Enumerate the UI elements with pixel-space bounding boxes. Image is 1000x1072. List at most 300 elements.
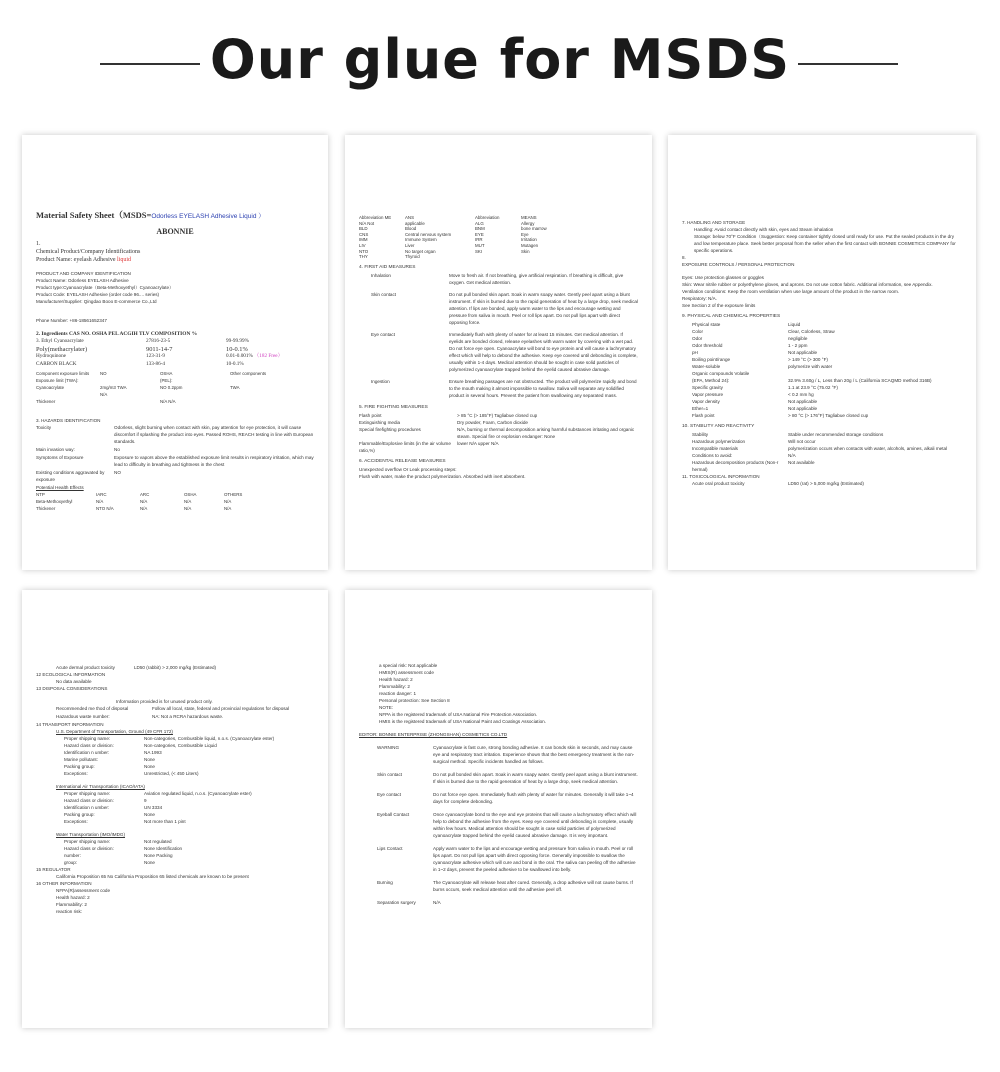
hazard-row — [36, 469, 314, 483]
toxicology-value: LD50 (rat) > 5,000 mg/kg (Estimated) — [788, 481, 864, 486]
hazards-title: 3. HAZARDS IDENTIFICATION — [36, 418, 101, 423]
disposal-table — [36, 705, 314, 720]
abbreviation-cell: No target organ — [405, 248, 436, 254]
disposal-label: Recommended me thod of disposal — [56, 706, 129, 711]
property-label: Water-soluble — [692, 364, 721, 369]
ingredient-percent-value: 10-0.1% — [226, 345, 248, 353]
fire-fighting-value: N/A, burning or thermal decomposition arising harmful substances irritating and organic steam. Special fire or explosion endanger: None — [457, 426, 635, 439]
property-row — [682, 356, 962, 363]
abbreviation-cell: Liver — [405, 242, 415, 248]
imo-title: Water Transportation (IMO/IMDG) — [56, 832, 126, 837]
health-effects-cell: N/A — [184, 499, 192, 504]
property-label: Vapor pressure — [692, 392, 724, 397]
detail-value: Cyanoacrylate is fast cure, strong bonding adhesive. It can bonds skin in seconds, and may cause eye and respiratory tract irritation. Experience shown that the best emergency treatment is the non-surgical method. Specific incidents handled as follows. — [433, 745, 635, 764]
iata-table — [36, 790, 314, 825]
ingredient-row — [36, 346, 314, 354]
fire-fighting-row — [359, 419, 638, 426]
hazard-label: Symptoms of Exposure — [36, 455, 84, 460]
exposure-cell — [230, 398, 314, 405]
hazard-label: Toxicity — [36, 425, 52, 430]
health-effects-cell: Beta-Methoxyethyl — [36, 499, 73, 504]
first-aid-row — [359, 291, 638, 326]
stability-value: Stable under recommended storage conditions — [788, 432, 884, 437]
exposure-control-line: Skin: Wear nitrile rubber or polyethylene gloves, and aprons. Do not use cotton fabric. Additional information, see Appendix. — [682, 282, 933, 287]
dot-value: Non-categories, Combustible Liquid — [144, 743, 217, 748]
imo-label: Hazard class or division: — [64, 846, 114, 851]
other-info-line: Flammability: 2 — [56, 902, 87, 907]
fire-fighting-value: Dry powder, Foam, Carbon dioxide — [457, 419, 528, 425]
release-title: 6. ACCIDENTAL RELEASE MEASURES — [359, 458, 446, 464]
detail-value: Do not force eye open. Immediately flush with plenty of water for minutes. Generally it will take 1~4 days for complete debonding. — [433, 792, 634, 804]
hmis-line: HMIS(R) assessment code — [379, 670, 434, 675]
msds-page-4 — [22, 590, 328, 1028]
detail-label: Burning — [377, 880, 393, 885]
stability-value: Not available — [788, 460, 815, 465]
property-row — [682, 405, 962, 412]
imo-row — [36, 838, 314, 845]
property-label: pH — [692, 350, 698, 355]
toxicology-table — [682, 480, 962, 487]
abbreviation-cell: Immune System — [405, 237, 437, 243]
abbreviation-row — [359, 254, 638, 260]
exposure-row — [36, 370, 314, 377]
exposure-cell — [160, 391, 230, 398]
detail-row — [359, 791, 638, 805]
hazard-value: Exposure to vapors above the established exposure limit results in respiratory irritation, which may lead to difficulty in breathing and tightness in the chest — [114, 455, 314, 467]
property-value: > 149 °C (> 300 °F) — [788, 357, 828, 362]
property-value: Not applicable — [788, 406, 818, 411]
stability-row — [682, 452, 962, 459]
iata-label: Identification n umber: — [64, 805, 110, 810]
detail-row — [359, 744, 638, 765]
property-label: Odor — [692, 336, 703, 341]
fire-fighting-label: Flash point — [359, 412, 382, 418]
property-row — [682, 321, 962, 328]
abbreviation-cell — [521, 254, 638, 260]
stability-row — [682, 438, 962, 445]
first-aid-label: Ingestion — [371, 378, 390, 384]
property-row — [682, 384, 962, 391]
iata-value: 9 — [144, 798, 147, 803]
first-aid-label: Inhalation — [371, 272, 391, 278]
other-info-line: NFPA(R)assessment code — [56, 888, 111, 893]
ingredient-row — [36, 338, 314, 346]
dot-label: Marine pollutant: — [64, 757, 98, 762]
stability-value: Will not occur — [788, 439, 816, 444]
acute-dermal-label: Acute dermal product toxicity — [56, 665, 115, 670]
phone-number: Phone Number: +86-18561652347 — [36, 318, 107, 323]
ingredients-table — [36, 338, 314, 368]
stability-label: Hazardous decomposition products (Non-r hermal) — [692, 460, 779, 472]
abbreviation-cell: MUT — [475, 242, 485, 248]
property-label: Color — [692, 329, 703, 334]
imo-value: None — [144, 860, 155, 865]
abbreviation-cell: Abbreviation — [475, 215, 500, 220]
fire-fighting-label: Extinguishing media — [359, 419, 401, 425]
property-value: negligible — [788, 336, 808, 341]
hazard-value: No — [114, 447, 120, 452]
section-14-title: 14 TRANSPORT INFORMATION — [36, 722, 104, 727]
first-aid-details — [359, 744, 638, 906]
dot-row — [36, 770, 314, 777]
property-row — [682, 363, 962, 370]
ingredient-name: 3. Ethyl Cyanoacrylate — [36, 338, 84, 344]
dot-value: Unrestricted, (< 450 Liters) — [144, 771, 199, 776]
abbreviation-cell: EYE — [475, 231, 484, 237]
fire-fighting-title: 5. FIRE FIGHTING MEASURES — [359, 404, 428, 410]
first-aid-list — [359, 272, 638, 399]
stability-label: Incompatible materials — [692, 446, 738, 451]
exposure-cell — [230, 391, 314, 398]
hazard-row — [36, 454, 314, 468]
exposure-cell: OSHA — [160, 371, 173, 376]
detail-label: Eyeball Contact — [377, 812, 410, 817]
ingredient-row — [36, 353, 314, 361]
hazards-list — [36, 424, 314, 483]
abbreviation-cell: N/A Not — [359, 220, 375, 226]
dot-table — [36, 735, 314, 777]
exposure-cell — [100, 398, 160, 405]
exposure-cell: Cyanoacrylate — [36, 385, 65, 390]
section-16-title: 16 OTHER INFORMATION — [36, 881, 92, 886]
exposure-control-line: See Section 2 of the exposure limits — [682, 303, 756, 308]
dot-row — [36, 763, 314, 770]
health-effects-cell: N/A — [224, 506, 232, 511]
property-value — [788, 370, 962, 377]
dot-label: Hazard class or division: — [64, 743, 114, 748]
property-label: Organic compounds Volatile — [692, 371, 750, 376]
dot-label: Identification n umber: — [64, 750, 110, 755]
property-label: Ether=1 — [692, 406, 709, 411]
ingredient-note: （182 Free） — [252, 353, 283, 359]
ingredient-name: Hydroquinone — [36, 353, 66, 359]
dot-row — [36, 742, 314, 749]
fire-fighting-value: lower N/A upper N/A — [457, 440, 499, 446]
health-effects-cell: N/A — [184, 506, 192, 511]
property-row — [682, 370, 962, 377]
section-9-title: 9. PHYSICAL AND CHEMICAL PROPERTIES — [682, 314, 781, 319]
ingredient-percent — [226, 361, 314, 369]
stability-row — [682, 445, 962, 452]
hazard-label: Existing conditions aggravated by exposure — [36, 470, 105, 482]
imo-row — [36, 852, 314, 859]
property-row — [682, 391, 962, 398]
msds-title-product: Odorless EYELASH Adhesive Liquid ） — [151, 213, 265, 220]
section-1-title: Chemical Product/Company Identifications — [36, 249, 141, 255]
ingredient-cas: 27816-23-5 — [146, 338, 171, 344]
msds-page-2 — [345, 135, 652, 570]
section-10-title: 10. STABILITY AND REACTIVITY — [682, 424, 755, 429]
hmis-line: NOTE: — [379, 705, 394, 710]
release-line: Unexpected overflow Or Leak processing steps: — [359, 466, 457, 472]
other-info-line: reaction risk: — [56, 909, 83, 914]
iata-label: Packing group: — [64, 812, 95, 817]
detail-label: WARNING — [377, 745, 400, 750]
stability-label: Hazardous polymerization — [692, 439, 746, 444]
exposure-cell — [36, 391, 100, 398]
abbreviation-cell: Mutagen — [521, 242, 539, 248]
release-line: Flush with water, make the product polymerization. Absorbed with inert absorbent. — [359, 473, 526, 479]
property-row — [682, 398, 962, 405]
abbreviation-cell: BLD — [359, 226, 368, 232]
first-aid-label: Skin contact — [371, 291, 397, 297]
health-effects-title: Potential Health Effects — [36, 485, 84, 490]
iata-label: Hazard class or division: — [64, 798, 114, 803]
iata-value: Not more than 1 pint — [144, 819, 186, 824]
exposure-cell: (PEL): — [160, 378, 173, 383]
detail-row — [359, 811, 638, 839]
property-label: Odor threshold — [692, 343, 723, 348]
iata-row — [36, 818, 314, 825]
product-name-label: Product Name: eyelash Adhesive — [36, 257, 116, 263]
ingredients-header: 2. Ingredients CAS NO. OSHA PEL ACGIH TLV COMPOSITION % — [36, 331, 198, 337]
abbreviation-cell: Allergy — [521, 220, 535, 226]
editor-line: EDITOR: BONNIE ENTERPRISE (ZHONGSHAN) COSMETICS CO.LTD — [359, 732, 508, 737]
detail-label: Skin contact — [377, 772, 403, 777]
abbreviation-cell: bone marrow — [521, 226, 547, 232]
detail-label: Eye contact — [377, 792, 402, 797]
exposure-control-line: Ventilation conditions: Keep the room ventilation when use large amount of the product in the narrow room. — [682, 289, 900, 294]
property-row — [682, 377, 962, 384]
ingredient-percent-value: 10-0.1% — [226, 360, 244, 367]
section-8-number: 8. — [682, 255, 686, 260]
identification-line: Product type:Cyanoacrylate（Beta-Methoxyethyl）Cyanoacrylate） — [36, 285, 174, 290]
detail-value: Do not pull bonded skin apart. Soak in warm soapy water. Gently peel apart using a blunt instrument. If skin is burned due to the rapid generation of heat by a large drop, seek medical attention. — [433, 772, 638, 784]
exposure-row — [36, 384, 314, 391]
detail-value: The Cyanoacrylate will release heat after cured. Generally, a drop adhesive will not cause burns. If burns occurs, seek medical attention until the adhesive peel off. — [433, 880, 633, 892]
fire-fighting-row — [359, 412, 638, 419]
section-13-title: 13 DISPOSAL CONSIDERATIONS — [36, 686, 108, 691]
detail-row — [359, 879, 638, 893]
first-aid-value: Move to fresh air. If not breathing, give artificial respiration. If breathing is difficult, give oxygen. Get medical attention. — [449, 272, 624, 285]
hmis-line: a special risk: Not applicable — [379, 663, 438, 668]
detail-value: Apply warm water to the lips and encourage wetting and pressure from saliva in mouth. Peel or roll lips apart. Do not pull lips apart with direct opposing force. Generally impossible to swallow the cyanoacrylate adhesive which will cure and bond in the oral. The saliva can peeling off the adhesive in 1~2 days, prevent the peeled adhesive to be swallowed into belly. — [433, 846, 636, 872]
imo-label: Proper shipping name: — [64, 839, 111, 844]
hmis-line: HMIS is the registered trademark of USA National Paint and Coatings Association. — [379, 719, 546, 724]
identification-line: Product Name: Odorless EYELASH Adhesive — [36, 278, 129, 283]
fire-fighting-list — [359, 412, 638, 454]
property-value: Liquid — [788, 322, 801, 327]
imo-label: number: — [64, 853, 81, 858]
abbreviation-cell — [475, 254, 521, 260]
property-label: Boiling point/range — [692, 357, 731, 362]
other-info-list — [36, 887, 314, 915]
first-aid-value: Do not pull bonded skin apart. Soak in warm soapy water. Gently peel apart using a blunt instrument. If skin is burned due to the rapid generation of heat by a large drop, seek medical attention. If lips are bonded, apply warm water to the lips and encourage wetting and pressure from saliva in mouth. Peel or roll lips apart. Do not pull lips apart with direct opposing force. — [449, 291, 638, 325]
identification-line: Product Code: EYELASH Adhesive (order code 96.... series) — [36, 292, 160, 297]
imo-row — [36, 845, 314, 852]
section-12-title: 12 ECOLOGICAL INFORMATION — [36, 672, 106, 677]
detail-value: Once cyanoacrylate bond to the eye and eye proteins that will cause a lachrymatory effect which will help to debond the adhesive from the eyes. Keep eye covered until debonding is complete, usually within few hours. Medical attention should be sought in case solid particles of polymerized cyanoacrylate trapped behind the eyelid caused abrasive damage. It is very important. — [433, 812, 637, 838]
product-name-value: liquid — [116, 257, 131, 263]
release-list — [359, 466, 638, 480]
dot-value: Non-categories, Combustible liquid, n.o.s. (Cyanoacrylate ester) — [144, 736, 275, 741]
health-effects-cell: N/A — [224, 499, 232, 504]
exposure-cell: NO 0.2ppm — [160, 385, 183, 390]
abbreviation-cell: Thyroid — [405, 254, 420, 260]
abbreviation-cell: IRR — [475, 237, 483, 243]
hmis-line: Health hazard: 2 — [379, 677, 413, 682]
section-heading: PRODUCT AND COMPANY IDENTIFICATION — [36, 271, 131, 276]
exposure-cell — [100, 377, 160, 384]
exposure-cell: 2mg/m3 TWA — [100, 385, 127, 390]
ingredient-cas: 133-86-4 — [146, 360, 166, 367]
exposure-cell: Thickener — [36, 399, 56, 404]
exposure-table — [36, 370, 314, 405]
property-row — [682, 335, 962, 342]
abbreviation-cell: CNS — [359, 231, 369, 237]
acute-dermal-value: LD50 (rabbit) > 2,000 mg/kg (Estimated) — [134, 665, 217, 670]
exposure-controls-list — [682, 274, 962, 309]
dot-row — [36, 749, 314, 756]
abbreviation-cell: IMM — [359, 237, 368, 243]
section-15-title: 15 REGULATOR — [36, 867, 71, 872]
property-value: Not applicable — [788, 350, 818, 355]
ingredient-percent-value: 0.01-0.001% — [226, 353, 253, 359]
exposure-cell: NO — [100, 371, 107, 376]
title-right-rule — [798, 63, 898, 65]
iata-value: UN 3334 — [144, 805, 163, 810]
exposure-cell: N/A — [100, 392, 108, 397]
disposal-value: NA: Not a RCRA hazardous waste. — [152, 714, 224, 719]
detail-label: Separation surgery — [377, 900, 416, 905]
iata-row — [36, 811, 314, 818]
abbreviation-cell: BNM — [475, 226, 485, 232]
detail-row — [359, 899, 638, 906]
ingredient-row — [36, 361, 314, 369]
acute-dermal-row — [36, 664, 314, 671]
health-effects-cell: OTHERS — [224, 492, 243, 497]
health-effects-cell: NTP — [36, 492, 45, 497]
iata-row — [36, 797, 314, 804]
property-value: < 0.2 mm hg — [788, 392, 814, 397]
abbreviation-cell: THY — [359, 254, 368, 260]
product-name-line — [36, 256, 314, 264]
header — [0, 22, 1000, 102]
abbreviation-cell: ALG — [475, 220, 484, 226]
property-value: > 80 °C (> 176°F) Tagliabue closed cup — [788, 413, 869, 418]
ingredient-percent — [226, 338, 314, 346]
exposure-cell: Component exposure limits — [36, 371, 90, 376]
stability-row — [682, 431, 962, 438]
stability-table — [682, 431, 962, 473]
dot-label: Proper shipping name: — [64, 736, 111, 741]
first-aid-value: Ensure breathing passages are not obstructed. The product will polymerize rapidly and bond to the mouth making it almost impossible to swallow. Saliva will separate any solidified product in several hours. Prevent the patient from swallowing any separated mass. — [449, 378, 637, 398]
fire-fighting-row — [359, 440, 638, 454]
identification-lines — [36, 277, 314, 305]
hazard-value: Odorless, slight burning when contact with skin, pay attention for eye protection, it will cause discomfort if splashing the product into eyes. Passed ROHS, REACH testing in line with European standards. — [114, 425, 314, 444]
stability-row — [682, 459, 962, 473]
dot-value: NA 1993 — [144, 750, 162, 755]
section-8-title: EXPOSURE CONTROLS / PERSONAL PROTECTION — [682, 262, 795, 267]
ingredient-cas: 9011-14-7 — [146, 345, 173, 353]
other-info-line: Health hazard: 2 — [56, 895, 90, 900]
imo-table — [36, 838, 314, 866]
health-effects-cell: OSHA — [184, 492, 197, 497]
fire-fighting-value: > 85 °C (> 185°F) Tagliabue closed cup — [457, 412, 538, 418]
property-value: 1 - 2 ppm — [788, 343, 808, 348]
health-effects-cell: N/A — [140, 506, 148, 511]
msds-title — [36, 209, 314, 221]
brand-name: ABONNIE — [156, 227, 194, 236]
iata-title: International Air Transportation (ICAO/IATA) — [56, 784, 145, 789]
ingredient-name: Poly(methacrylater) — [36, 345, 88, 353]
handling-list — [682, 226, 962, 254]
exposure-row — [36, 398, 314, 405]
iata-value: None — [144, 812, 155, 817]
iata-row — [36, 790, 314, 797]
property-label: Specific gravity — [692, 385, 723, 390]
abbreviation-cell: LIV — [359, 242, 366, 248]
exposure-cell: Other components — [230, 371, 267, 376]
hmis-line: Personal protection: See Section 8 — [379, 698, 450, 703]
section-15-text: California Proposition 65 No California Proposition 65 listed chemicals are known to be present — [56, 874, 249, 879]
health-effects-cell: NTO N/A — [96, 506, 114, 511]
section-11-title: 11. TOXICOLOGICAL INFORMATION — [682, 474, 760, 479]
msds-page-3 — [668, 135, 976, 570]
disposal-row — [36, 713, 314, 720]
detail-label: Lips Contact — [377, 846, 403, 851]
first-aid-title: 4. FIRST AID MEASURES — [359, 264, 416, 270]
first-aid-row — [359, 272, 638, 286]
first-aid-label: Eye contact — [371, 331, 396, 337]
section-13-info: Information provided is for unused product only. — [116, 699, 213, 704]
abbreviation-cell: Central nervous system — [405, 231, 452, 237]
hazard-row — [36, 424, 314, 445]
disposal-row — [36, 705, 314, 712]
section-1-number: 1. — [36, 241, 41, 247]
stability-value: N/A — [788, 453, 796, 458]
ingredient-percent — [226, 353, 314, 361]
ingredient-name: CARBON BLACK — [36, 360, 77, 367]
abbreviation-cell: Irritation — [521, 237, 537, 243]
abbreviation-table — [359, 215, 638, 260]
handling-line: Storage: below 70°F Condition（Suggestion: Keep container tightly closed until ready for use. Put the sealed products in the dry and low temperature place. Seek better proposal from the seller when the first contact with BONNIE COSMETICS COMPANY for specific operations. — [694, 234, 956, 253]
abbreviation-cell: NTO — [359, 248, 369, 254]
first-aid-row — [359, 331, 638, 373]
ingredient-percent — [226, 346, 314, 354]
property-row — [682, 349, 962, 356]
dot-title: U.S. Department of Transportation, Ground (49 CFR 172) — [56, 729, 173, 734]
health-effects-row — [36, 498, 314, 505]
section-12-text: No data available — [56, 679, 92, 684]
imo-value: Not regulated — [144, 839, 172, 844]
abbreviation-cell: Skin — [521, 248, 530, 254]
hazard-value: NO — [114, 470, 121, 475]
section-7-title: 7. HANDLING AND STORAGE — [682, 220, 746, 225]
stability-label: Conditions to avoid: — [692, 453, 733, 458]
first-aid-value: Immediately flush with plenty of water for at least 15 minutes. Get medical attention. If eyelids are bonded closed, release eyelashes with warm water by covering with a wet pad. Do not force eye open. Cyanoacrylate will bond to eye protein and will cause a lachrymatory effect which will help to debond the adhesive. Keep eye covered until debonding is complete, usually within 1-4 days. Medical attention should be sought in case solid particles of polymerized cyanoacrylate trapped behind the eyelid caused abrasive damage. — [449, 331, 638, 372]
iata-value: Aviation regulated liquid, n.o.s. (Cyanoacrylate ester) — [144, 791, 252, 796]
hmis-line: Flammability: 2 — [379, 684, 410, 689]
property-label: Vapor density — [692, 399, 720, 404]
health-effects-row — [36, 505, 314, 512]
toxicology-label: Acute oral product toxicity — [692, 481, 745, 486]
fire-fighting-row — [359, 426, 638, 440]
health-effects-cell: IARC — [96, 492, 107, 497]
abbreviation-cell: applicable — [405, 220, 425, 226]
msds-page-1 — [22, 135, 328, 570]
imo-row — [36, 859, 314, 866]
exposure-cell: Exposure limit (TWA): — [36, 378, 79, 383]
dot-row — [36, 735, 314, 742]
property-value: Clear, Colorless, Straw — [788, 329, 835, 334]
iata-label: Exceptions: — [64, 819, 88, 824]
detail-row — [359, 771, 638, 785]
disposal-value: Follow all local, state, federal and provincial regulations for disposal — [152, 706, 290, 711]
imo-label: group: — [64, 860, 78, 865]
detail-row — [359, 845, 638, 873]
dot-value: None — [144, 757, 155, 762]
